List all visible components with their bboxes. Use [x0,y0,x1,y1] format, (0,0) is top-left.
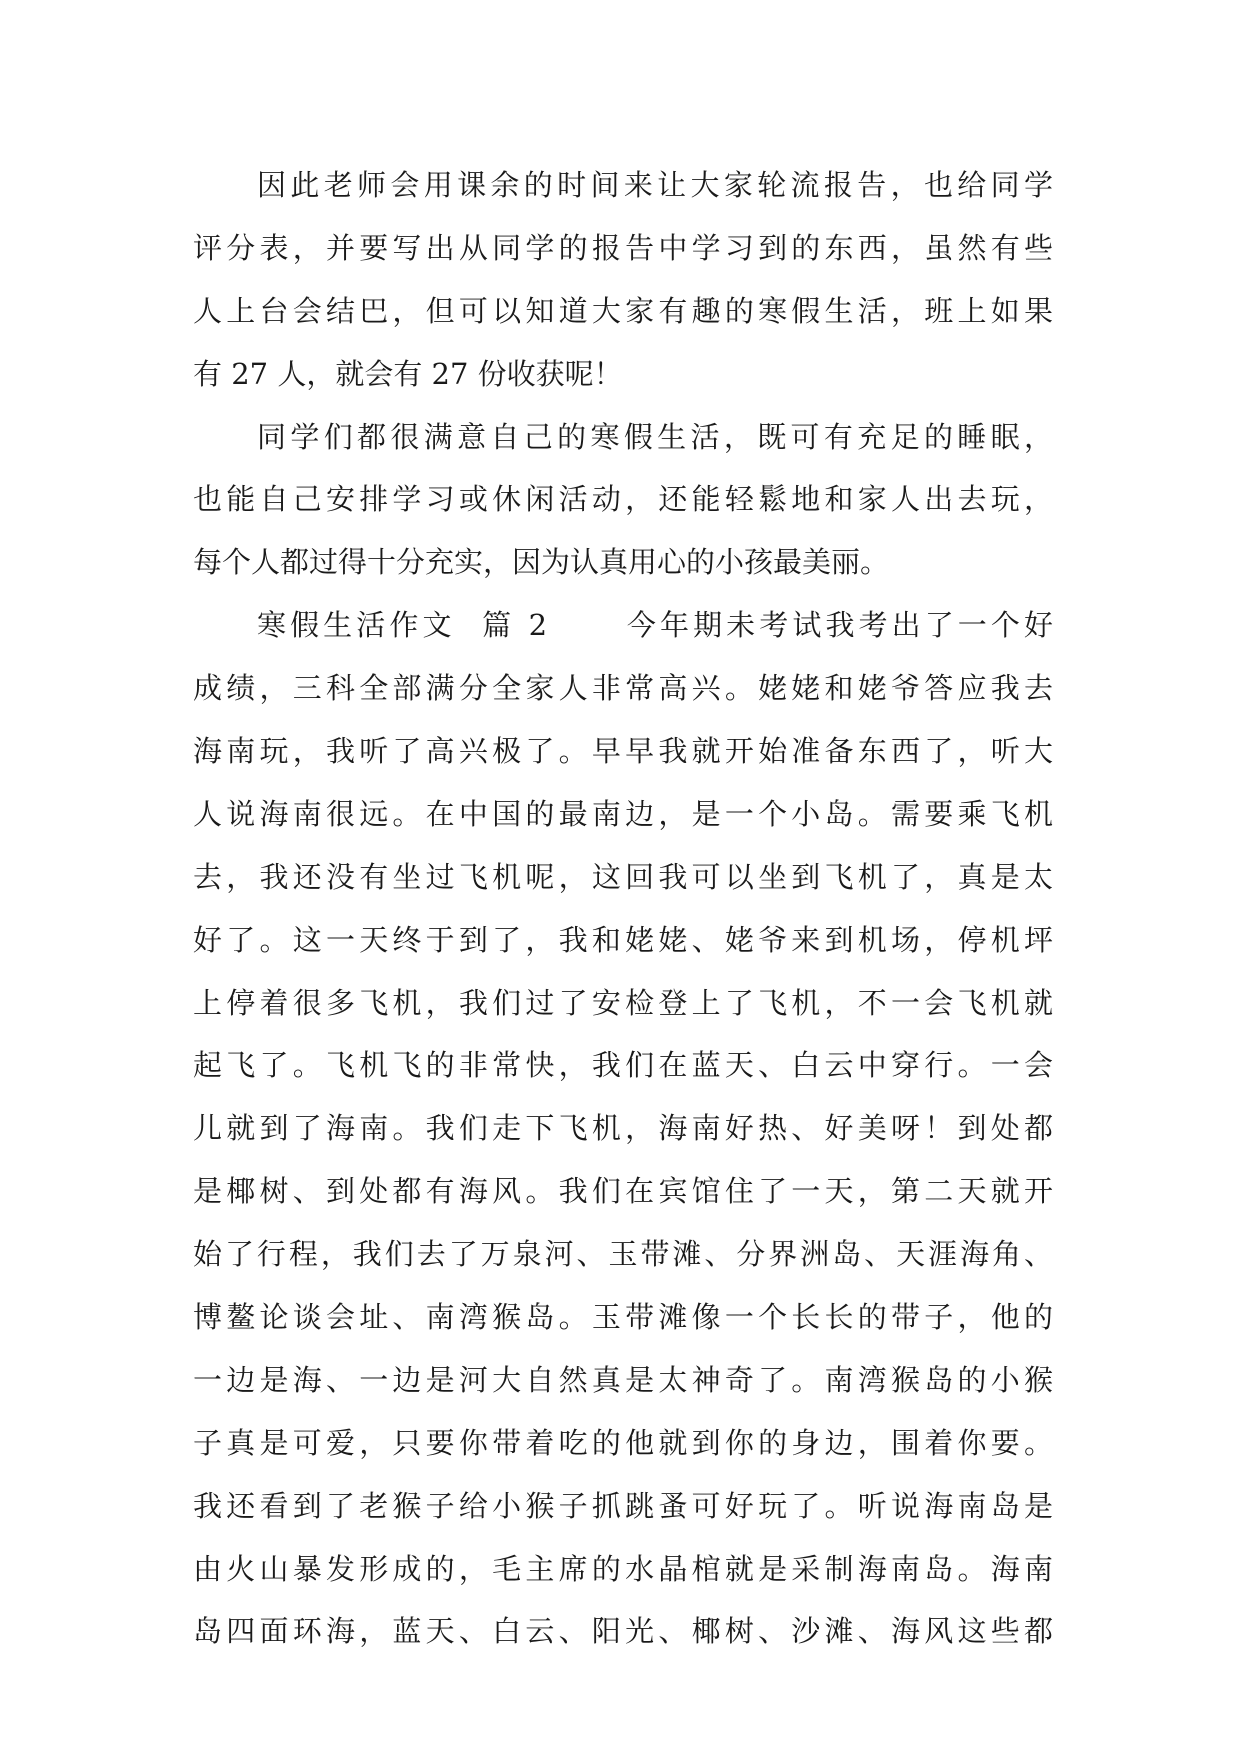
text-line: 上停着很多飞机，我们过了安检登上了飞机，不一会飞机就 [193,985,1053,1020]
text-line: 岛四面环海，蓝天、白云、阳光、椰树、沙滩、海风这些都 [193,1614,1053,1649]
text-line: 博鳌论谈会址、南湾猴岛。玉带滩像一个长长的带子，他的 [193,1300,1053,1335]
text-line: 评分表，并要写出从同学的报告中学习到的东西，虽然有些 [193,230,1053,265]
text-line: 一边是海、一边是河大自然真是太神奇了。南湾猴岛的小猴 [193,1362,1053,1397]
text-line: 由火山暴发形成的，毛主席的水晶棺就是采制海南岛。海南 [193,1551,1053,1586]
text-line: 我还看到了老猴子给小猴子抓跳蚤可好玩了。听说海南岛是 [193,1488,1053,1523]
document-body [193,154,1053,1663]
text-line: 儿就到了海南。我们走下飞机，海南好热、好美呀！到处都 [193,1111,1053,1146]
text-line: 因此老师会用课余的时间来让大家轮流报告，也给同学 [257,168,1053,202]
text-line: 人说海南很远。在中国的最南边，是一个小岛。需要乘飞机 [193,796,1053,831]
text-line: 始了行程，我们去了万泉河、玉带滩、分界洲岛、天涯海角、 [193,1237,1053,1272]
text-line: 同学们都很满意自己的寒假生活，既可有充足的睡眠， [257,419,1053,454]
text-line: 是椰树、到处都有海风。我们在宾馆住了一天，第二天就开 [193,1174,1053,1209]
text-line: 每个人都过得十分充实，因为认真用心的小孩最美丽。 [193,545,890,580]
text-line: 起飞了。飞机飞的非常快，我们在蓝天、白云中穿行。一会 [193,1048,1053,1083]
text-line: 有 27 人，就会有 27 份收获呢！ [193,356,623,391]
text-line: 子真是可爱，只要你带着吃的他就到你的身边，围着你要。 [193,1425,1053,1460]
text-line: 也能自己安排学习或休闲活动，还能轻鬆地和家人出去玩， [193,482,1053,517]
text-line: 海南玩，我听了高兴极了。早早我就开始准备东西了，听大 [193,734,1053,769]
text-line: 成绩，三科全部满分全家人非常高兴。姥姥和姥爷答应我去 [193,671,1053,706]
text-line: 好了。这一天终于到了，我和姥姥、姥爷来到机场，停机坪 [193,922,1053,957]
text-line: 寒假生活作文 篇 2 今年期未考试我考出了一个好 [257,608,1053,643]
text-line: 人上台会结巴，但可以知道大家有趣的寒假生活，班上如果 [193,293,1053,328]
text-line: 去，我还没有坐过飞机呢，这回我可以坐到飞机了，真是太 [193,859,1053,894]
